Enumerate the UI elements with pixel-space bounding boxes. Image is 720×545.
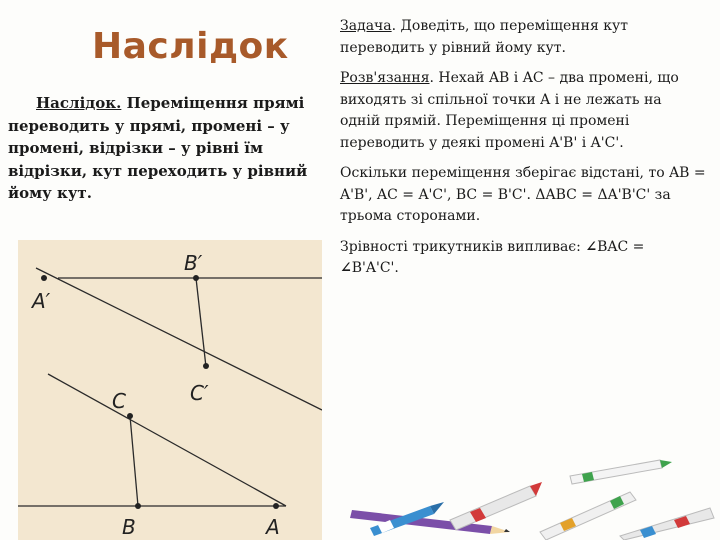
distance-paragraph: Оскільки переміщення зберігає відстані, то AB = A'B', AC = A'C', BC = B'C'. ΔABC = ΔA'B'C' за трьома сторонами. [340,165,706,224]
angle-symbol-1: ∠ [585,238,598,255]
solution-text: . Нехай AB і AC – два промені, що виходять зі спільної точки A і не лежать на одній прямій. Переміщення ці промені переводить у деякі промені A'B' і A'C'. [340,70,679,151]
pencil-icon-2 [620,508,714,540]
label-a: A [266,515,280,539]
angle-2: B'A'C'. [351,260,399,276]
pencils-svg [320,446,720,540]
point-c [127,413,133,419]
geometry-svg [18,240,322,540]
corollary-lead: Наслідок. [36,94,122,112]
point-a [273,503,279,509]
point-b [135,503,141,509]
task-text: . Доведіть, що переміщення кут переводить у рівний йому кут. [340,18,628,56]
slide-title: Наслідок [92,26,289,67]
solution-paragraph [340,68,706,154]
label-b-prime: B′ [184,251,203,275]
conclusion-text: Зрівності трикутників випливає: [340,238,586,255]
task-paragraph [340,16,706,59]
crayon-icon [570,460,672,484]
label-c-prime: C′ [190,381,209,405]
solution-label: Розв'язання [340,70,430,86]
angle-equals: = [628,238,645,255]
corollary-body: Переміщення прямі переводить у прямі, промені – у промені, відрізки – у рівні їм відрізки, кут переходить у рівний йому кут. [8,94,308,202]
task-solution-text [340,16,706,289]
pen-icon-2 [540,492,636,540]
label-c: C [112,389,126,413]
geometry-figure [18,240,322,540]
conclusion-paragraph [340,237,706,280]
corollary-text [8,92,318,205]
point-a-prime [41,275,47,281]
label-b: B [122,515,136,539]
marker-icon [450,482,542,530]
point-b-prime [193,275,199,281]
pencils-decoration [320,446,720,540]
task-label: Задача [340,18,392,34]
angle-symbol-2: ∠ [340,260,352,276]
angle-1: BAC [597,238,629,255]
label-a-prime: A′ [32,289,51,313]
point-c-prime [203,363,209,369]
